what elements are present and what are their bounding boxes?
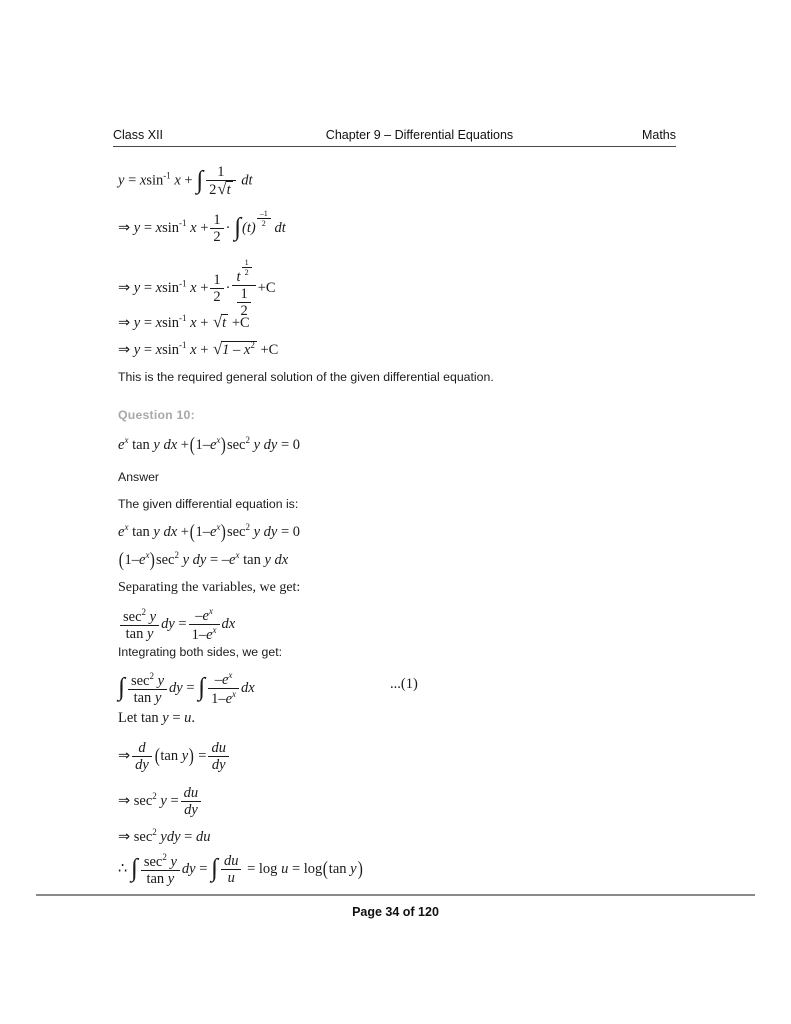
eq3-plus-2: + <box>257 280 266 297</box>
eq4-plus: + <box>200 314 209 331</box>
a8-tan: tan <box>146 871 165 888</box>
eq1-lhs: y <box>118 172 125 189</box>
given-equation-text: The given differential equation is: <box>118 497 299 511</box>
q-tan: tan <box>132 436 150 453</box>
eq2-plus: + <box>200 219 209 236</box>
a4-right-den: $1-e^x$ <box>208 688 239 707</box>
equation-3 <box>118 258 276 320</box>
eq1-sin: sin <box>146 172 164 189</box>
paren-close-icon: ) <box>150 549 156 571</box>
eq5-radicand-group <box>221 341 257 358</box>
integrating-text: Integrating both sides, we get: <box>118 645 283 659</box>
equation-number-label: ...(1) <box>390 676 418 692</box>
paren-open-icon: ( <box>189 521 195 543</box>
a2-dx: dx <box>274 551 289 568</box>
a4-dx: dx <box>241 679 255 696</box>
a3-tan: tan <box>125 625 144 642</box>
a8-left-fraction <box>141 852 180 887</box>
paren-open-icon: ( <box>154 745 160 767</box>
general-solution-text: This is the required general solution of the given differential equation. <box>118 370 494 384</box>
eq3-outer-num <box>232 258 255 285</box>
let-tan: tan <box>140 710 159 726</box>
a7-sec-exponent: 2 <box>152 827 157 837</box>
eq3-plus: + <box>200 280 209 297</box>
a8-sec: sec <box>143 853 163 870</box>
paren-close-icon: ) <box>357 858 363 880</box>
a1-dy: dy <box>263 523 278 540</box>
answer-equation-3 <box>118 606 235 643</box>
a7-ydy: ydy <box>160 828 181 845</box>
answer-equation-2 <box>118 550 288 570</box>
q-sec: sec <box>226 436 246 453</box>
a2-e2-exponent: x <box>235 550 240 560</box>
a4-dy: dy <box>169 679 183 696</box>
eq3-inner-den: 2 <box>237 302 250 319</box>
a8-du: du <box>223 852 239 869</box>
radical-icon: √t <box>213 311 227 331</box>
a1-sec-exponent: 2 <box>245 522 250 532</box>
eq1-den-radicand: t <box>226 182 231 199</box>
a1-dx: dx <box>163 523 178 540</box>
header-divider <box>113 146 676 147</box>
a1-e2: e <box>209 523 217 540</box>
header-class-label: Class XII <box>113 128 164 142</box>
paren-open-icon: ( <box>118 549 124 571</box>
a2-sec: sec <box>155 551 175 568</box>
radical-icon: √t <box>217 179 231 199</box>
a4-equals: = <box>186 679 195 696</box>
eq4-equals: = <box>143 314 153 331</box>
a7-du: du <box>195 828 211 845</box>
a7-arrow: ⇒ <box>118 828 131 845</box>
a8-u: u <box>221 869 242 886</box>
a1-y: y <box>153 523 160 540</box>
a4-tan: tan <box>133 689 152 706</box>
a8-du-u-fraction <box>221 853 242 886</box>
a3-sec: sec <box>123 608 142 625</box>
a6-equals: = <box>170 793 179 810</box>
eq5-constant: C <box>268 341 279 358</box>
a2-y: y <box>182 551 190 568</box>
a6-sec-exponent: 2 <box>152 791 157 802</box>
a2-tan: tan <box>243 551 261 568</box>
equation-2: ⇒ y = xsin$^{-1}$ x + $\frac{1}{2}$ · ∫(t) $\frac{-1}{2}$ dt <box>118 209 286 246</box>
eq5-sin-exponent: -1 <box>179 340 187 350</box>
a4-right-num: $-e^x$ <box>214 670 233 688</box>
a8-y2: y <box>350 860 357 877</box>
eq2-sin-exponent: -1 <box>179 218 187 229</box>
a1-e: e <box>118 523 125 540</box>
eq4-constant: C <box>240 314 250 331</box>
eq2-dot: · <box>225 219 231 236</box>
q-e: e <box>118 436 125 453</box>
eq2-differential: dt <box>274 219 286 236</box>
a2-negative: – <box>221 551 230 568</box>
a6-arrow: ⇒ <box>118 793 131 810</box>
eq5-sin: sin <box>162 341 180 358</box>
answer-equation-5 <box>118 740 231 773</box>
eq1-frac-numerator: 1 <box>217 164 225 180</box>
a2-e-exponent: x <box>145 550 150 560</box>
eq5-equals: = <box>143 341 153 358</box>
q-dy: dy <box>263 436 278 453</box>
eq5-plus: + <box>200 341 209 358</box>
a5-tan: tan <box>160 748 179 765</box>
eq5-radicand: 1 – x <box>222 341 251 358</box>
a3-sec-exponent: 2 <box>141 606 147 617</box>
eq2-half-fraction <box>210 212 223 245</box>
eq3-t-exponent <box>242 258 252 277</box>
therefore-icon: ∴ <box>118 860 128 877</box>
a3-right-num: $-e^x$ <box>195 606 213 624</box>
eq3-t-base: t <box>236 268 241 285</box>
eq1-differential: dt <box>241 172 253 189</box>
paren-open-icon: ( <box>322 858 329 880</box>
eq1-x: x <box>139 172 147 189</box>
a8-equals-3: = <box>291 860 301 877</box>
a1-one: 1 <box>195 523 203 540</box>
a1-minus: – <box>202 523 210 540</box>
let-equals: = <box>172 710 181 726</box>
eq1-fraction <box>206 164 235 198</box>
let-substitution-text <box>118 710 195 727</box>
eq3-sin: sin <box>162 280 180 297</box>
a5-du-dy-fraction <box>208 740 229 773</box>
a6-sec: sec <box>133 793 153 810</box>
eq3-half-den: 2 <box>210 288 223 305</box>
footer-divider <box>36 894 755 896</box>
paren-open-icon: ( <box>189 434 195 456</box>
eq1-frac-denominator <box>206 180 235 198</box>
a8-equals-1: = <box>199 860 208 877</box>
answer-equation-8: ∴ ∫ $\frac{\sec^2 y}{\text{tan y}}$ dy = ∫ $\frac{du}{u}$ = log u = log(tan y) <box>118 852 363 888</box>
a5-d: d <box>138 740 146 756</box>
a7-sec: sec <box>133 828 153 845</box>
page-number-label: Page 34 of 120 <box>352 905 439 919</box>
eq1-sin-exponent: -1 <box>163 170 171 181</box>
header-subject-label: Maths <box>641 128 676 142</box>
a8-log-2: log <box>303 860 323 877</box>
a5-dy-den: dy <box>132 756 152 773</box>
eq2-lhs: y <box>133 219 141 236</box>
eq3-equals: = <box>143 280 153 297</box>
eq2-arrow: ⇒ <box>118 219 131 236</box>
eq2-half-den: 2 <box>210 228 223 245</box>
a3-left-den: tan y <box>120 625 159 642</box>
paren-close-icon: ) <box>188 745 194 767</box>
paren-close-icon: ) <box>221 434 227 456</box>
let-word: Let <box>118 710 138 726</box>
a1-y2: y <box>253 523 261 540</box>
answer-equation-4: ∫ $\frac{\sec^2 y}{\text{tan y}}$ dy = ∫ $\frac{-e^x}{1-e^x}$ dx <box>118 670 255 707</box>
q-e2-exponent: x <box>216 435 221 445</box>
a5-dy2: dy <box>208 756 229 773</box>
a2-equals: = <box>209 551 219 568</box>
a8-dy: dy <box>181 860 196 877</box>
q-one: 1 <box>195 436 203 453</box>
eq2-base: (t) <box>242 219 256 236</box>
radical-icon: $√1 - x^2$ <box>213 338 255 358</box>
a6-du: du <box>183 785 199 801</box>
eq3-complex-fraction <box>232 258 255 320</box>
eq2-exp-num: –1 <box>259 209 268 218</box>
a5-y: y <box>181 748 189 765</box>
a8-u2: u <box>281 860 289 877</box>
a3-dx: dx <box>221 615 236 632</box>
a1-e2-exponent: x <box>216 522 221 532</box>
paren-close-icon: ) <box>221 521 227 543</box>
a2-sec-exponent: 2 <box>174 550 179 560</box>
eq1-plus: + <box>184 172 193 189</box>
eq4-sin-exponent: -1 <box>179 313 187 323</box>
eq4-arrow: ⇒ <box>118 314 131 331</box>
a1-e-exponent: x <box>124 522 129 532</box>
eq4-lhs: y <box>133 314 141 331</box>
a8-left-den: tan y <box>141 870 180 887</box>
q-equals: = <box>280 436 290 453</box>
q-dx: dx <box>163 436 178 453</box>
eq3-inner-num: 1 <box>240 286 248 303</box>
a3-left-num: $\sec^2 y$ <box>123 606 157 625</box>
eq2-half-num: 1 <box>213 211 221 228</box>
q-y2: y <box>253 436 261 453</box>
eq3-half-num: 1 <box>213 272 221 289</box>
let-period: . <box>191 710 196 726</box>
eq3-x: x <box>155 280 163 297</box>
a2-one: 1 <box>124 551 132 568</box>
a7-equals: = <box>184 828 193 845</box>
q-sec-exponent: 2 <box>245 435 250 445</box>
a3-right-fraction <box>189 606 220 643</box>
let-y: y <box>162 710 169 726</box>
eq3-constant: C <box>265 280 276 297</box>
a5-arrow: ⇒ <box>118 748 131 765</box>
equation-4 <box>118 313 250 332</box>
separating-variables-text: Separating the variables, we get: <box>118 580 301 595</box>
eq3-lhs: y <box>133 280 141 297</box>
a6-y: y <box>160 793 167 810</box>
eq3-t-exp-den: 2 <box>242 267 252 277</box>
a3-equals: = <box>178 615 187 632</box>
a1-zero: 0 <box>292 523 301 540</box>
eq5-arrow: ⇒ <box>118 341 131 358</box>
q-e2: e <box>209 436 217 453</box>
eq3-sin-exponent: -1 <box>179 278 187 289</box>
eq2-arg: x <box>190 219 197 236</box>
a1-equals: = <box>280 523 290 540</box>
header-chapter-title: Chapter 9 – Differential Equations <box>325 128 514 142</box>
a4-sec: sec <box>130 672 150 689</box>
eq2-exp-den: 2 <box>257 218 271 228</box>
eq3-arrow: ⇒ <box>118 280 131 297</box>
a4-left-den: tan y <box>128 689 167 706</box>
a2-minus: – <box>131 551 140 568</box>
answer-label: Answer <box>118 470 160 484</box>
a3-left-fraction <box>120 607 159 642</box>
eq5-lhs: y <box>133 341 141 358</box>
a4-right-fraction <box>208 670 239 707</box>
eq4-plus-2: + <box>231 314 240 331</box>
a1-sec: sec <box>226 523 246 540</box>
a4-left-num: $\sec^2 y$ <box>130 670 165 689</box>
eq2-x: x <box>155 219 163 236</box>
q-plus: + <box>180 436 189 453</box>
a2-dy: dy <box>192 551 207 568</box>
a2-e2: e <box>229 551 236 568</box>
eq3-half-fraction <box>210 272 223 305</box>
eq2-exponent-fraction <box>257 209 271 228</box>
eq5-plus-2: + <box>260 341 269 358</box>
a2-e: e <box>139 551 146 568</box>
a6-du-dy-fraction <box>181 785 202 818</box>
equation-1: y = xsin$^{-1}$ x + ∫ $\frac{1}{2√t}$ dt <box>118 164 253 199</box>
a4-left-fraction <box>128 671 167 706</box>
eq1-den-coef: 2 <box>209 182 217 199</box>
q-zero: 0 <box>292 436 301 453</box>
a5-equals: = <box>198 748 207 765</box>
answer-equation-7 <box>118 827 210 846</box>
a5-d-dy-fraction <box>132 740 152 773</box>
q-y: y <box>153 436 160 453</box>
eq5-x: x <box>155 341 163 358</box>
eq4-sin: sin <box>162 314 180 331</box>
a6-dy: dy <box>181 801 202 818</box>
eq3-t-exp-num: 1 <box>244 258 249 267</box>
page-header <box>113 128 676 142</box>
a2-y2: y <box>264 551 271 568</box>
eq4-x: x <box>155 314 163 331</box>
a8-log-1: log <box>258 860 278 877</box>
a3-dy: dy <box>161 615 175 632</box>
eq3-dot: · <box>225 280 231 297</box>
q-e-exponent: x <box>124 435 129 445</box>
eq4-arg: x <box>190 314 197 331</box>
eq1-equals: = <box>128 172 137 189</box>
eq2-sin: sin <box>162 219 180 236</box>
answer-equation-1 <box>118 522 300 542</box>
eq5-radicand-exponent: 2 <box>250 340 255 350</box>
a3-right-den: $1-e^x$ <box>189 624 220 643</box>
a8-equals-2: = <box>247 860 256 877</box>
let-u: u <box>184 710 192 726</box>
a8-left-num: $\sec^2 y$ <box>143 852 177 870</box>
equation-5 <box>118 340 278 359</box>
question-heading: Question 10: <box>118 408 195 422</box>
a5-du: du <box>211 740 226 756</box>
eq2-equals: = <box>143 219 153 236</box>
eq3-arg: x <box>190 280 197 297</box>
q-minus: – <box>202 436 210 453</box>
a8-tan2: tan <box>328 860 347 877</box>
eq5-arg: x <box>190 341 197 358</box>
answer-equation-6 <box>118 785 203 818</box>
a1-tan: tan <box>132 523 150 540</box>
eq1-arg: x <box>174 172 181 189</box>
a1-plus: + <box>180 523 189 540</box>
question-equation <box>118 435 300 455</box>
eq4-radicand: t <box>222 314 227 331</box>
